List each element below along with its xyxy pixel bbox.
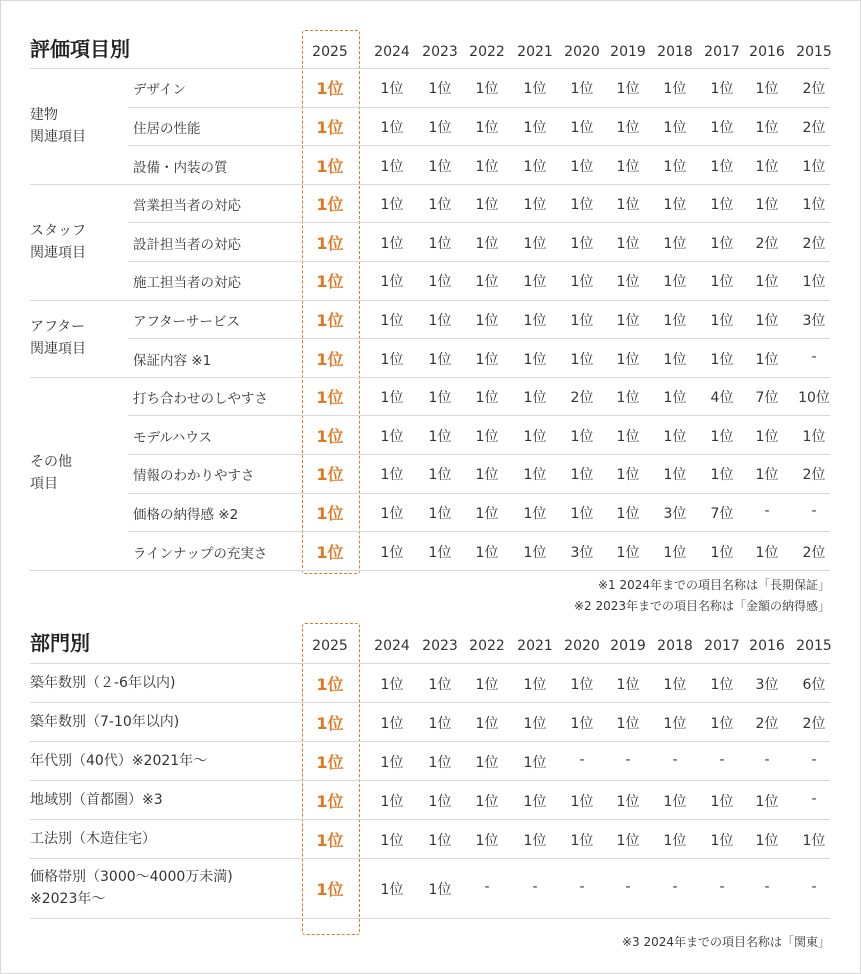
rank-cell: 2位	[802, 467, 826, 484]
item-label: モデルハウス	[133, 429, 212, 446]
rank-cell: 1位	[380, 351, 404, 368]
evaluation-year-2019: 2019	[610, 44, 646, 60]
rank-2025: 1位	[316, 426, 344, 446]
rank-cell: -	[764, 751, 770, 768]
rank-cell: -	[484, 879, 490, 895]
rank-cell: 3位	[755, 676, 779, 693]
rank-cell: 1位	[663, 390, 687, 407]
evaluation-year-2018: 2018	[657, 44, 693, 60]
row-rule	[128, 222, 830, 223]
rank-cell: 1位	[755, 158, 779, 175]
rank-cell: 1位	[663, 467, 687, 484]
rank-cell: 1位	[523, 119, 547, 136]
rank-cell: 1位	[475, 351, 499, 368]
rank-cell: 1位	[710, 158, 734, 175]
rank-cell: 1位	[710, 676, 734, 693]
rank-cell: 1位	[428, 312, 452, 329]
rank-cell: 1位	[710, 81, 734, 98]
item-label: アフターサービス	[133, 313, 241, 330]
rank-cell: 1位	[475, 81, 499, 98]
rank-cell: 1位	[755, 197, 779, 214]
rank-2025: 1位	[316, 503, 344, 523]
rank-cell: 1位	[475, 197, 499, 214]
evaluation-year-2017: 2017	[704, 44, 740, 60]
rank-cell: 1位	[428, 158, 452, 175]
row-rule	[128, 338, 830, 339]
rank-cell: 1位	[616, 390, 640, 407]
rank-cell: 1位	[428, 715, 452, 732]
rank-cell: 1位	[428, 197, 452, 214]
rank-cell: 1位	[663, 235, 687, 252]
rank-cell: 1位	[710, 544, 734, 561]
rank-cell: -	[719, 879, 725, 895]
rank-cell: 1位	[616, 351, 640, 368]
rank-cell: 1位	[523, 832, 547, 849]
rank-cell: 1位	[380, 119, 404, 136]
group-rule	[30, 570, 830, 571]
row-rule	[128, 531, 830, 532]
row-rule	[128, 493, 830, 494]
department-year-2016: 2016	[749, 638, 785, 654]
rank-cell: -	[625, 879, 631, 895]
item-label: ラインナップの充実さ	[133, 545, 268, 562]
rank-cell: 1位	[380, 390, 404, 407]
evaluation-year-2015: 2015	[796, 44, 832, 60]
rank-cell: 1位	[380, 544, 404, 561]
rank-cell: 1位	[428, 119, 452, 136]
rank-cell: 1位	[523, 197, 547, 214]
rank-cell: 1位	[755, 274, 779, 291]
rank-cell: -	[672, 751, 678, 768]
rank-cell: 1位	[710, 351, 734, 368]
rank-2025: 1位	[316, 156, 344, 176]
department-label: 工法別（木造住宅）	[30, 830, 156, 847]
rank-cell: 1位	[570, 197, 594, 214]
rank-cell: 3位	[663, 505, 687, 522]
department-year-2015: 2015	[796, 638, 832, 654]
rank-cell: -	[811, 502, 817, 519]
rank-cell: 1位	[616, 197, 640, 214]
rank-cell: 1位	[523, 81, 547, 98]
item-label: 営業担当者の対応	[133, 198, 241, 215]
rank-cell: 1位	[616, 467, 640, 484]
rank-cell: 10位	[798, 390, 830, 407]
rank-cell: 1位	[475, 544, 499, 561]
rank-cell: -	[719, 751, 725, 768]
department-year-2024: 2024	[374, 638, 410, 654]
rank-2025: 1位	[316, 79, 344, 99]
rank-cell: -	[625, 751, 631, 768]
rank-cell: 1位	[570, 158, 594, 175]
rank-cell: 1位	[570, 81, 594, 98]
department-row-rule	[30, 780, 830, 781]
rank-cell: 2位	[570, 390, 594, 407]
rank-cell: 1位	[802, 428, 826, 445]
rank-2025: 1位	[316, 310, 344, 330]
rank-cell: 1位	[523, 544, 547, 561]
rank-cell: -	[764, 879, 770, 895]
department-year-2023: 2023	[422, 638, 458, 654]
rank-cell: 1位	[380, 428, 404, 445]
rank-cell: 1位	[380, 715, 404, 732]
rank-cell: 1位	[380, 793, 404, 810]
item-label: 打ち合わせのしやすさ	[133, 391, 268, 408]
department-year-2019: 2019	[610, 638, 646, 654]
rank-cell: 1位	[710, 235, 734, 252]
rank-cell: 1位	[475, 119, 499, 136]
department-row-rule	[30, 819, 830, 820]
rank-cell: 1位	[616, 715, 640, 732]
rank-cell: 1位	[570, 715, 594, 732]
rank-cell: 1位	[523, 505, 547, 522]
rank-2025: 1位	[316, 713, 344, 733]
rank-cell: 1位	[663, 428, 687, 445]
rank-cell: 1位	[475, 158, 499, 175]
rank-cell: 1位	[616, 274, 640, 291]
rank-cell: 1位	[663, 158, 687, 175]
rank-cell: 1位	[616, 81, 640, 98]
rank-cell: 1位	[663, 119, 687, 136]
department-label: 価格帯別（3000〜4000万未満) ※2023年〜	[30, 869, 233, 907]
rank-cell: 1位	[616, 544, 640, 561]
rank-cell: 6位	[802, 676, 826, 693]
rank-cell: 1位	[802, 197, 826, 214]
rank-2025: 1位	[316, 349, 344, 369]
group-rule	[30, 300, 830, 301]
rank-cell: 1位	[710, 715, 734, 732]
group-label: 建物 関連項目	[30, 106, 86, 145]
rank-cell: 1位	[710, 793, 734, 810]
rank-cell: -	[811, 751, 817, 768]
department-year-2025: 2025	[312, 638, 348, 654]
evaluation-note-2: ※2 2023年までの項目名称は「金額の納得感」	[573, 599, 830, 613]
rank-cell: 1位	[523, 676, 547, 693]
rank-cell: 1位	[428, 351, 452, 368]
rank-2025: 1位	[316, 830, 344, 850]
rank-cell: 1位	[616, 158, 640, 175]
rank-cell: -	[579, 751, 585, 768]
rank-cell: 1位	[710, 274, 734, 291]
rank-cell: 1位	[428, 428, 452, 445]
group-label: スタッフ 関連項目	[30, 222, 86, 261]
rank-2025: 1位	[316, 791, 344, 811]
rank-cell: 7位	[755, 390, 779, 407]
rank-cell: 1位	[428, 274, 452, 291]
row-rule	[128, 454, 830, 455]
department-year-2018: 2018	[657, 638, 693, 654]
rank-cell: 1位	[570, 505, 594, 522]
rank-cell: 1位	[755, 467, 779, 484]
rank-2025: 1位	[316, 233, 344, 253]
item-label: デザイン	[133, 82, 187, 99]
rank-cell: 2位	[755, 715, 779, 732]
rank-2025: 1位	[316, 117, 344, 137]
department-label: 築年数別（7-10年以内)	[30, 713, 180, 730]
department-label: 年代別（40代）※2021年〜	[30, 752, 208, 769]
rank-cell: 1位	[428, 544, 452, 561]
rank-cell: 1位	[570, 119, 594, 136]
rank-cell: -	[811, 790, 817, 807]
evaluation-year-2025: 2025	[312, 44, 348, 60]
rank-cell: 1位	[523, 235, 547, 252]
rank-cell: 1位	[380, 754, 404, 771]
evaluation-year-2024: 2024	[374, 44, 410, 60]
rank-cell: 1位	[755, 81, 779, 98]
rank-cell: 1位	[755, 312, 779, 329]
rank-cell: 1位	[755, 793, 779, 810]
rank-cell: 1位	[475, 715, 499, 732]
rank-cell: 1位	[428, 754, 452, 771]
rank-cell: 2位	[802, 81, 826, 98]
rank-cell: 1位	[523, 793, 547, 810]
rank-cell: 1位	[710, 467, 734, 484]
row-rule	[128, 145, 830, 146]
rank-cell: 1位	[616, 312, 640, 329]
group-rule	[30, 377, 830, 378]
rank-cell: 1位	[663, 351, 687, 368]
rank-cell: 1位	[570, 428, 594, 445]
rank-cell: 1位	[616, 119, 640, 136]
rank-cell: 1位	[380, 312, 404, 329]
rank-cell: -	[532, 879, 538, 895]
rank-cell: -	[764, 502, 770, 519]
rank-cell: 1位	[710, 312, 734, 329]
rank-cell: 2位	[802, 119, 826, 136]
rank-cell: 1位	[755, 119, 779, 136]
rank-cell: 1位	[380, 158, 404, 175]
rank-cell: -	[672, 879, 678, 895]
rank-cell: 1位	[380, 81, 404, 98]
evaluation-year-2021: 2021	[517, 44, 553, 60]
rank-cell: 7位	[710, 505, 734, 522]
rank-cell: 1位	[380, 882, 404, 898]
rank-cell: 1位	[616, 428, 640, 445]
department-year-2017: 2017	[704, 638, 740, 654]
evaluation-note-1: ※1 2024年までの項目名称は「長期保証」	[597, 578, 830, 592]
item-label: 施工担当者の対応	[133, 275, 241, 292]
rank-cell: 1位	[428, 81, 452, 98]
rank-2025: 1位	[316, 752, 344, 772]
rank-cell: 1位	[802, 274, 826, 291]
rank-cell: 1位	[663, 544, 687, 561]
rank-cell: 1位	[475, 467, 499, 484]
row-rule	[128, 261, 830, 262]
rank-cell: 1位	[428, 832, 452, 849]
rank-cell: 1位	[663, 715, 687, 732]
rank-cell: 1位	[755, 544, 779, 561]
rank-cell: 1位	[616, 793, 640, 810]
rank-cell: 1位	[475, 390, 499, 407]
rank-cell: 1位	[475, 428, 499, 445]
rank-cell: 1位	[428, 505, 452, 522]
rank-2025: 1位	[316, 674, 344, 694]
department-year-2020: 2020	[564, 638, 600, 654]
row-rule	[128, 415, 830, 416]
rank-cell: 1位	[663, 197, 687, 214]
rank-cell: 1位	[710, 832, 734, 849]
rank-cell: 1位	[523, 715, 547, 732]
rank-cell: 3位	[802, 312, 826, 329]
item-label: 設備・内装の質	[133, 159, 228, 176]
rank-2025: 1位	[316, 880, 344, 899]
evaluation-year-2016: 2016	[749, 44, 785, 60]
rank-cell: 1位	[570, 676, 594, 693]
department-header-rule	[30, 663, 830, 664]
rank-cell: 1位	[755, 428, 779, 445]
evaluation-header-rule	[30, 68, 830, 69]
rank-cell: 1位	[616, 235, 640, 252]
rank-cell: -	[811, 879, 817, 895]
evaluation-section-title: 評価項目別	[30, 37, 130, 61]
rank-cell: 1位	[428, 676, 452, 693]
rank-cell: 1位	[663, 274, 687, 291]
department-year-2022: 2022	[469, 638, 505, 654]
rank-cell: 1位	[380, 676, 404, 693]
department-section-title: 部門別	[30, 631, 90, 655]
group-label: アフター 関連項目	[30, 319, 86, 358]
rank-cell: 1位	[710, 197, 734, 214]
rank-cell: 1位	[616, 832, 640, 849]
item-label: 住居の性能	[133, 120, 201, 137]
group-rule	[30, 184, 830, 185]
rank-cell: 1位	[710, 428, 734, 445]
rank-cell: 1位	[380, 197, 404, 214]
rank-cell: 1位	[616, 505, 640, 522]
rank-cell: 1位	[475, 832, 499, 849]
rank-cell: 1位	[475, 235, 499, 252]
rank-cell: 2位	[802, 715, 826, 732]
department-label: 築年数別（２-6年以内)	[30, 674, 176, 691]
rank-2025: 1位	[316, 465, 344, 485]
rank-cell: 1位	[570, 467, 594, 484]
rank-cell: 2位	[802, 544, 826, 561]
rank-2025: 1位	[316, 388, 344, 408]
rank-cell: 1位	[475, 754, 499, 771]
rank-cell: 1位	[755, 351, 779, 368]
evaluation-year-2020: 2020	[564, 44, 600, 60]
rank-cell: 1位	[755, 832, 779, 849]
rank-cell: 1位	[428, 793, 452, 810]
rank-cell: 1位	[428, 882, 452, 898]
rank-cell: 1位	[380, 274, 404, 291]
rank-cell: 1位	[523, 467, 547, 484]
rank-cell: 2位	[802, 235, 826, 252]
rank-cell: -	[579, 879, 585, 895]
rank-cell: 1位	[523, 158, 547, 175]
rank-cell: 1位	[663, 832, 687, 849]
rank-cell: 1位	[428, 235, 452, 252]
item-label: 情報のわかりやすさ	[133, 468, 255, 485]
department-row-rule	[30, 741, 830, 742]
rank-cell: 1位	[428, 467, 452, 484]
rank-cell: 1位	[523, 428, 547, 445]
rank-cell: 1位	[475, 676, 499, 693]
item-label: 保証内容 ※1	[133, 352, 212, 369]
rank-cell: 1位	[710, 119, 734, 136]
rank-cell: 4位	[710, 390, 734, 407]
rank-cell: 1位	[663, 312, 687, 329]
rank-cell: 1位	[523, 274, 547, 291]
evaluation-year-2022: 2022	[469, 44, 505, 60]
department-year-2021: 2021	[517, 638, 553, 654]
department-row-rule	[30, 918, 830, 919]
rank-cell: 1位	[475, 793, 499, 810]
rank-cell: 1位	[523, 390, 547, 407]
rank-cell: 1位	[802, 158, 826, 175]
rank-cell: 1位	[380, 467, 404, 484]
rank-cell: 1位	[802, 832, 826, 849]
rank-cell: 1位	[523, 351, 547, 368]
rank-cell: 1位	[523, 312, 547, 329]
row-rule	[128, 107, 830, 108]
department-row-rule	[30, 858, 830, 859]
rank-cell: 1位	[570, 312, 594, 329]
rank-cell: 1位	[428, 390, 452, 407]
rank-cell: 1位	[475, 312, 499, 329]
rank-cell: 1位	[523, 754, 547, 771]
rank-cell: 1位	[570, 351, 594, 368]
department-note-3: ※3 2024年までの項目名称は「関東」	[621, 935, 830, 949]
rank-cell: 1位	[616, 676, 640, 693]
rank-cell: 1位	[570, 235, 594, 252]
rank-cell: 3位	[570, 544, 594, 561]
rank-cell: 1位	[663, 676, 687, 693]
rank-cell: 2位	[755, 235, 779, 252]
department-label: 地域別（首都圏）※3	[30, 791, 163, 808]
rank-cell: 1位	[380, 832, 404, 849]
rank-cell: 1位	[663, 81, 687, 98]
department-row-rule	[30, 702, 830, 703]
rank-cell: 1位	[380, 235, 404, 252]
item-label: 設計担当者の対応	[133, 236, 241, 253]
evaluation-year-2023: 2023	[422, 44, 458, 60]
rank-cell: 1位	[570, 274, 594, 291]
rank-2025: 1位	[316, 542, 344, 562]
rank-cell: 1位	[570, 832, 594, 849]
rank-cell: 1位	[570, 793, 594, 810]
rank-cell: 1位	[475, 505, 499, 522]
rank-cell: 1位	[663, 793, 687, 810]
rank-2025: 1位	[316, 272, 344, 292]
rank-cell: -	[811, 348, 817, 365]
rank-cell: 1位	[475, 274, 499, 291]
item-label: 価格の納得感 ※2	[133, 506, 239, 523]
group-label: その他 項目	[30, 454, 72, 493]
rank-cell: 1位	[380, 505, 404, 522]
rank-2025: 1位	[316, 195, 344, 215]
